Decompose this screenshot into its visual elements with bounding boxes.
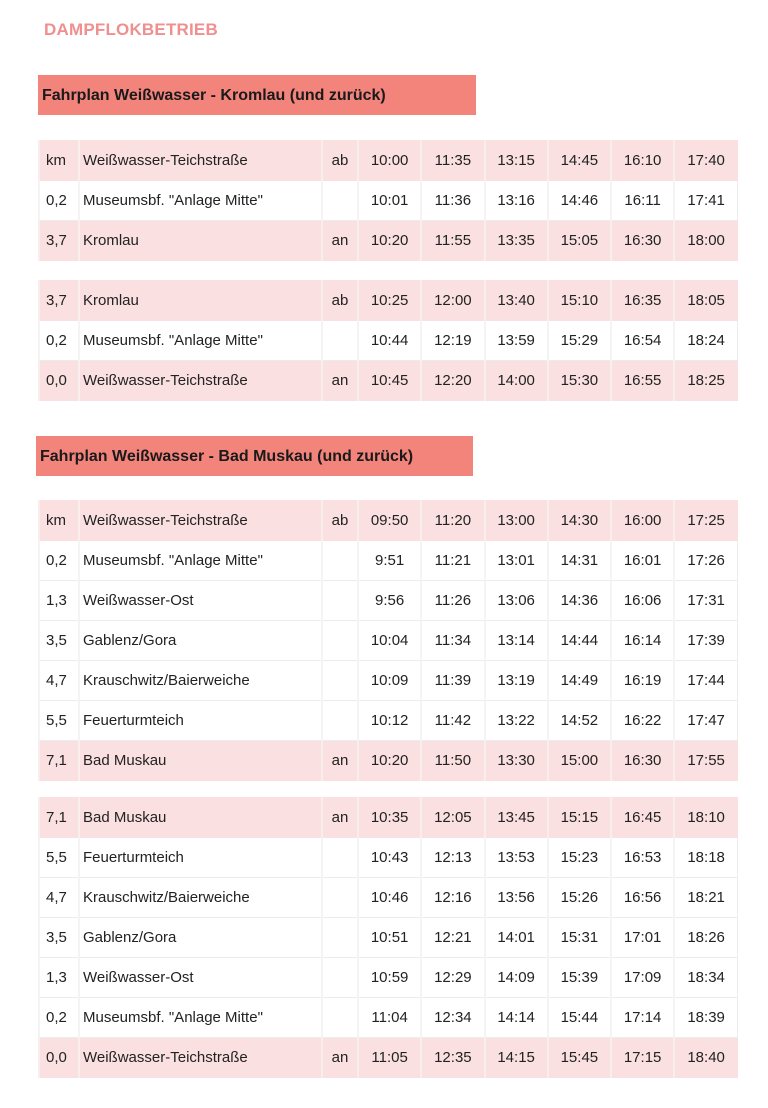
time-cell: 13:22 [485,701,548,741]
time-cell: 10:44 [358,321,421,361]
arrival-departure-cell [322,621,358,661]
km-cell: 0,0 [39,1038,79,1078]
time-cell: 14:49 [548,661,611,701]
km-cell: 3,7 [39,281,79,321]
time-cell: 16:19 [611,661,674,701]
km-cell: 7,1 [39,798,79,838]
arrival-departure-cell: ab [322,281,358,321]
station-cell: Museumsbf. "Anlage Mitte" [79,181,322,221]
time-cell: 14:36 [548,581,611,621]
time-cell: 14:31 [548,541,611,581]
arrival-departure-cell: ab [322,141,358,181]
time-cell: 15:10 [548,281,611,321]
time-cell: 14:15 [485,1038,548,1078]
time-cell: 14:14 [485,998,548,1038]
time-cell: 12:16 [421,878,484,918]
time-cell: 15:15 [548,798,611,838]
km-cell: 3,5 [39,621,79,661]
km-cell: 4,7 [39,878,79,918]
km-cell: 1,3 [39,581,79,621]
station-cell: Weißwasser-Ost [79,958,322,998]
km-cell: 4,7 [39,661,79,701]
timetable-row [39,541,738,581]
time-cell: 15:05 [548,221,611,261]
time-cell: 12:19 [421,321,484,361]
time-cell: 13:56 [485,878,548,918]
time-cell: 11:21 [421,541,484,581]
time-cell: 16:14 [611,621,674,661]
km-cell: 5,5 [39,701,79,741]
time-cell: 12:29 [421,958,484,998]
time-cell: 13:59 [485,321,548,361]
timetable-row [39,181,738,221]
arrival-departure-cell [322,661,358,701]
timetable-row [39,741,738,781]
time-cell: 17:31 [674,581,737,621]
time-cell: 13:01 [485,541,548,581]
time-cell: 13:30 [485,741,548,781]
arrival-departure-cell [322,838,358,878]
km-cell: 1,3 [39,958,79,998]
time-cell: 16:10 [611,141,674,181]
km-cell: 0,0 [39,361,79,401]
time-cell: 18:18 [674,838,737,878]
time-cell: 10:51 [358,918,421,958]
timetable-row [39,701,738,741]
arrival-departure-cell: an [322,1038,358,1078]
station-cell: Museumsbf. "Anlage Mitte" [79,541,322,581]
arrival-departure-cell [322,701,358,741]
timetable-row [39,918,738,958]
section-heading-kromlau: Fahrplan Weißwasser - Kromlau (und zurück) [38,75,476,115]
time-cell: 10:20 [358,221,421,261]
time-cell: 12:35 [421,1038,484,1078]
arrival-departure-cell [322,581,358,621]
time-cell: 16:55 [611,361,674,401]
time-cell: 12:05 [421,798,484,838]
time-cell: 18:24 [674,321,737,361]
time-cell: 18:05 [674,281,737,321]
timetable-bad-muskau-outbound [38,500,738,781]
time-cell: 10:09 [358,661,421,701]
time-cell: 10:35 [358,798,421,838]
time-cell: 14:46 [548,181,611,221]
station-cell: Krauschwitz/Baierweiche [79,878,322,918]
km-cell: 0,2 [39,998,79,1038]
time-cell: 11:04 [358,998,421,1038]
station-cell: Krauschwitz/Baierweiche [79,661,322,701]
time-cell: 13:40 [485,281,548,321]
time-cell: 12:34 [421,998,484,1038]
time-cell: 17:01 [611,918,674,958]
time-cell: 13:00 [485,501,548,541]
arrival-departure-cell [322,998,358,1038]
time-cell: 14:00 [485,361,548,401]
arrival-departure-cell: an [322,221,358,261]
time-cell: 18:34 [674,958,737,998]
time-cell: 16:53 [611,838,674,878]
station-cell: Weißwasser-Ost [79,581,322,621]
time-cell: 17:25 [674,501,737,541]
time-cell: 15:23 [548,838,611,878]
time-cell: 10:59 [358,958,421,998]
time-cell: 10:01 [358,181,421,221]
station-cell: Museumsbf. "Anlage Mitte" [79,321,322,361]
time-cell: 18:39 [674,998,737,1038]
time-cell: 10:20 [358,741,421,781]
timetable-kromlau-outbound [38,140,738,261]
km-cell: 5,5 [39,838,79,878]
time-cell: 17:41 [674,181,737,221]
station-cell: Weißwasser-Teichstraße [79,1038,322,1078]
timetable-row [39,958,738,998]
time-cell: 17:09 [611,958,674,998]
timetable-row [39,321,738,361]
time-cell: 15:44 [548,998,611,1038]
time-cell: 13:15 [485,141,548,181]
time-cell: 14:01 [485,918,548,958]
time-cell: 15:00 [548,741,611,781]
station-cell: Weißwasser-Teichstraße [79,361,322,401]
time-cell: 14:45 [548,141,611,181]
time-cell: 9:56 [358,581,421,621]
time-cell: 16:01 [611,541,674,581]
time-cell: 18:26 [674,918,737,958]
time-cell: 14:30 [548,501,611,541]
km-cell: 0,2 [39,321,79,361]
timetable-row [39,798,738,838]
time-cell: 10:46 [358,878,421,918]
station-cell: Weißwasser-Teichstraße [79,501,322,541]
time-cell: 16:30 [611,741,674,781]
arrival-departure-cell: an [322,798,358,838]
time-cell: 15:26 [548,878,611,918]
time-cell: 17:14 [611,998,674,1038]
arrival-departure-cell [322,321,358,361]
time-cell: 18:25 [674,361,737,401]
arrival-departure-cell [322,541,358,581]
time-cell: 18:10 [674,798,737,838]
timetable-bad-muskau-return [38,797,738,1078]
time-cell: 13:19 [485,661,548,701]
time-cell: 13:06 [485,581,548,621]
station-cell: Museumsbf. "Anlage Mitte" [79,998,322,1038]
arrival-departure-cell: an [322,361,358,401]
timetable-row [39,281,738,321]
time-cell: 15:29 [548,321,611,361]
time-cell: 18:00 [674,221,737,261]
time-cell: 10:43 [358,838,421,878]
timetable-row [39,501,738,541]
time-cell: 9:51 [358,541,421,581]
time-cell: 11:34 [421,621,484,661]
time-cell: 11:42 [421,701,484,741]
time-cell: 12:13 [421,838,484,878]
time-cell: 13:45 [485,798,548,838]
time-cell: 17:40 [674,141,737,181]
time-cell: 16:54 [611,321,674,361]
arrival-departure-cell [322,918,358,958]
time-cell: 13:53 [485,838,548,878]
time-cell: 11:39 [421,661,484,701]
station-cell: Gablenz/Gora [79,621,322,661]
time-cell: 13:35 [485,221,548,261]
timetable-row [39,1038,738,1078]
time-cell: 11:35 [421,141,484,181]
timetable-row [39,661,738,701]
time-cell: 10:12 [358,701,421,741]
time-cell: 12:00 [421,281,484,321]
time-cell: 11:55 [421,221,484,261]
time-cell: 16:56 [611,878,674,918]
arrival-departure-cell [322,958,358,998]
timetable-row [39,621,738,661]
time-cell: 17:39 [674,621,737,661]
time-cell: 10:45 [358,361,421,401]
time-cell: 10:04 [358,621,421,661]
station-cell: Feuerturmteich [79,838,322,878]
time-cell: 16:00 [611,501,674,541]
arrival-departure-cell: ab [322,501,358,541]
arrival-departure-cell: an [322,741,358,781]
km-cell: km [39,141,79,181]
time-cell: 16:35 [611,281,674,321]
time-cell: 18:21 [674,878,737,918]
timetable-row [39,838,738,878]
timetable-row [39,361,738,401]
km-cell: 7,1 [39,741,79,781]
time-cell: 10:25 [358,281,421,321]
timetable-kromlau-return [38,280,738,401]
time-cell: 12:21 [421,918,484,958]
km-cell: 3,5 [39,918,79,958]
time-cell: 17:55 [674,741,737,781]
station-cell: Kromlau [79,281,322,321]
time-cell: 10:00 [358,141,421,181]
time-cell: 16:06 [611,581,674,621]
document-title: DAMPFLOKBETRIEB [44,20,218,39]
timetable-row [39,141,738,181]
time-cell: 15:31 [548,918,611,958]
station-cell: Feuerturmteich [79,701,322,741]
timetable-row [39,998,738,1038]
time-cell: 16:22 [611,701,674,741]
time-cell: 15:39 [548,958,611,998]
time-cell: 17:47 [674,701,737,741]
station-cell: Bad Muskau [79,741,322,781]
time-cell: 16:30 [611,221,674,261]
station-cell: Bad Muskau [79,798,322,838]
km-cell: 3,7 [39,221,79,261]
timetable-row [39,878,738,918]
section-heading-bad-muskau: Fahrplan Weißwasser - Bad Muskau (und zurück) [36,436,473,476]
time-cell: 17:26 [674,541,737,581]
time-cell: 17:44 [674,661,737,701]
time-cell: 15:45 [548,1038,611,1078]
time-cell: 13:14 [485,621,548,661]
timetable-row [39,221,738,261]
time-cell: 17:15 [611,1038,674,1078]
time-cell: 11:05 [358,1038,421,1078]
timetable-row [39,581,738,621]
time-cell: 13:16 [485,181,548,221]
time-cell: 11:50 [421,741,484,781]
km-cell: km [39,501,79,541]
time-cell: 11:26 [421,581,484,621]
time-cell: 14:44 [548,621,611,661]
time-cell: 11:36 [421,181,484,221]
time-cell: 16:45 [611,798,674,838]
time-cell: 16:11 [611,181,674,221]
time-cell: 15:30 [548,361,611,401]
time-cell: 11:20 [421,501,484,541]
time-cell: 14:52 [548,701,611,741]
km-cell: 0,2 [39,541,79,581]
time-cell: 09:50 [358,501,421,541]
time-cell: 18:40 [674,1038,737,1078]
arrival-departure-cell [322,181,358,221]
time-cell: 12:20 [421,361,484,401]
station-cell: Gablenz/Gora [79,918,322,958]
arrival-departure-cell [322,878,358,918]
station-cell: Kromlau [79,221,322,261]
station-cell: Weißwasser-Teichstraße [79,141,322,181]
km-cell: 0,2 [39,181,79,221]
time-cell: 14:09 [485,958,548,998]
